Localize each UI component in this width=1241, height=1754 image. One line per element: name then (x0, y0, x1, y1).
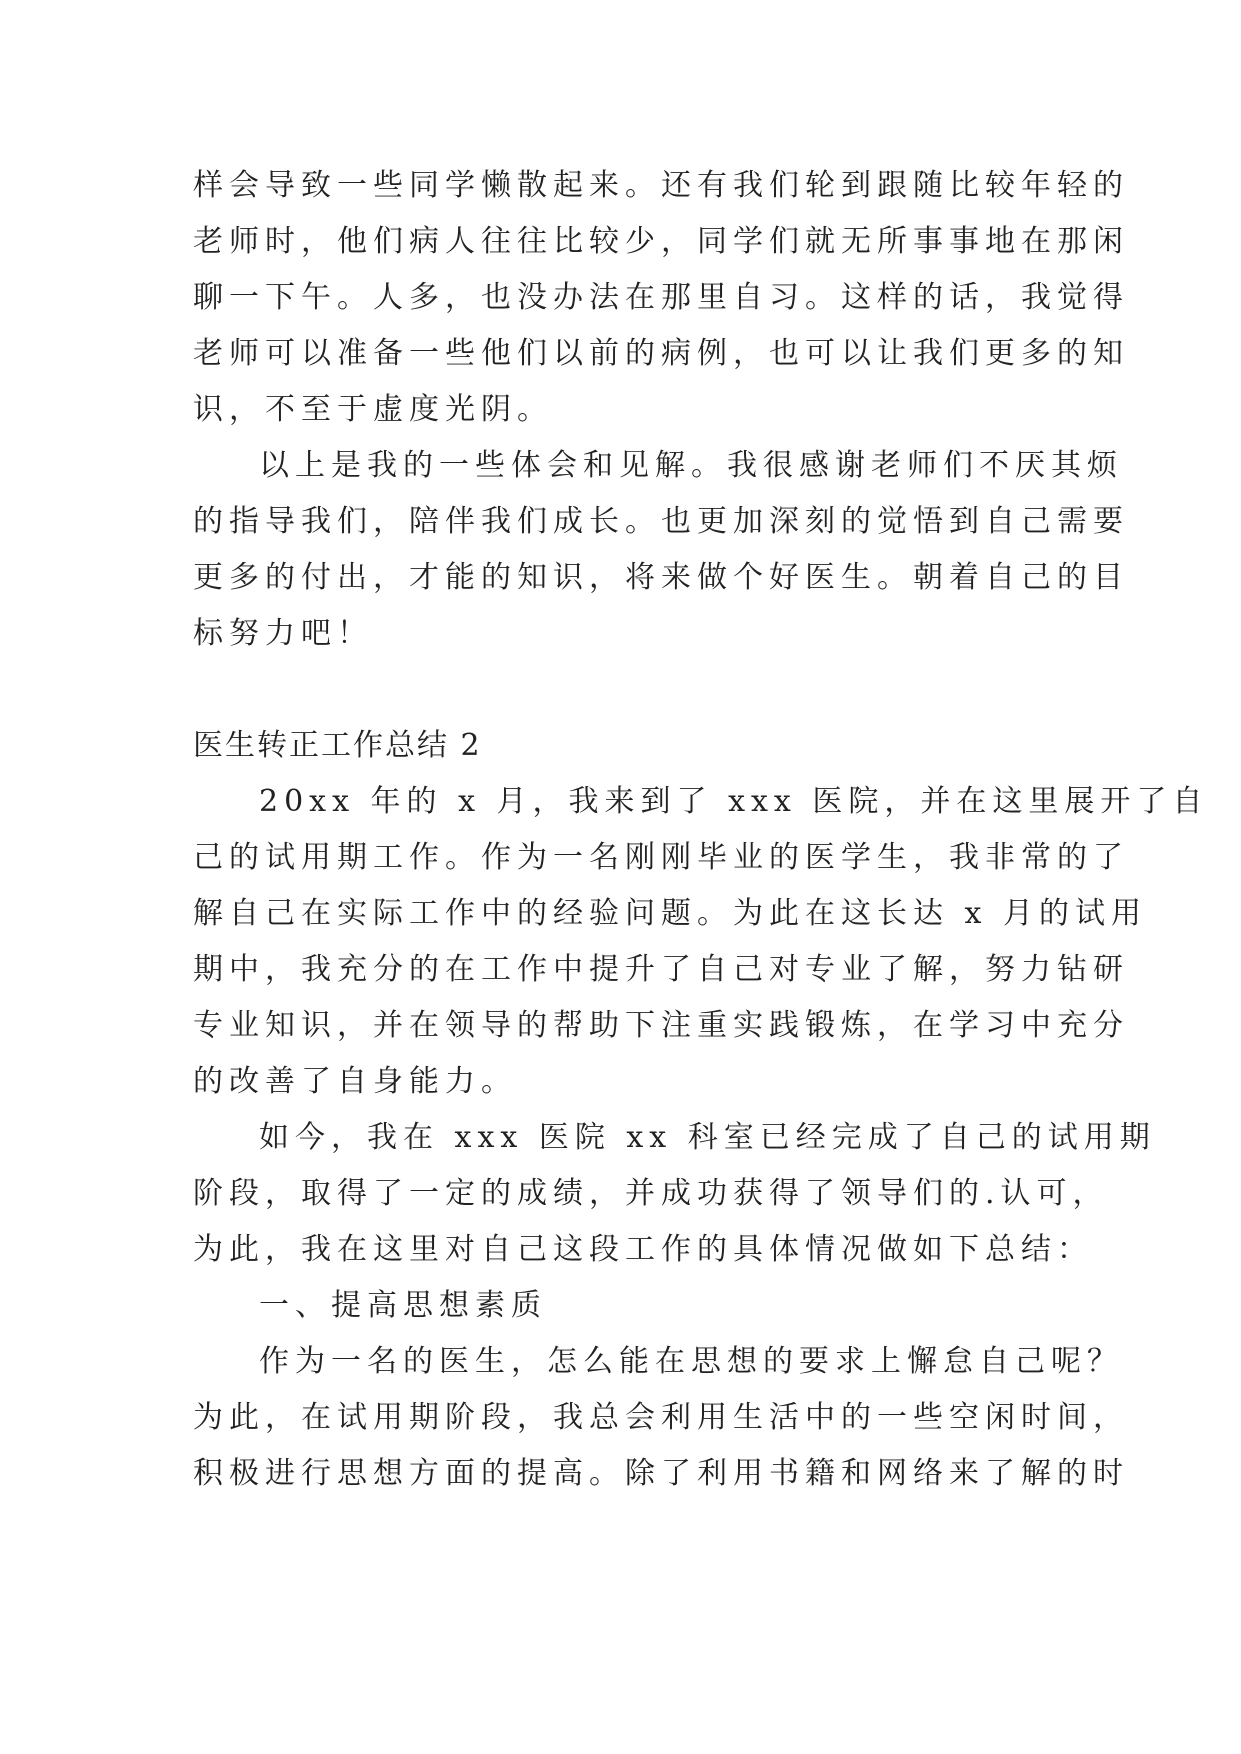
text-line: 的指导我们，陪伴我们成长。也更加深刻的觉悟到自己需要 (193, 504, 1129, 539)
text-line: 为此，我在这里对自己这段工作的具体情况做如下总结： (193, 1232, 1093, 1267)
text-line: 更多的付出，才能的知识，将来做个好医生。朝着自己的目 (193, 560, 1129, 595)
section-heading: 医生转正工作总结 2 (193, 728, 482, 763)
text-line: 阶段，取得了一定的成绩，并成功获得了领导们的.认可， (193, 1176, 1109, 1211)
text-line: 聊一下午。人多，也没办法在那里自习。这样的话，我觉得 (193, 280, 1129, 315)
paragraph-first-line: 以上是我的一些体会和见解。我很感谢老师们不厌其烦 (259, 448, 1123, 483)
text-line: 老师时，他们病人往往比较少，同学们就无所事事地在那闲 (193, 224, 1129, 259)
text-line: 为此，在试用期阶段，我总会利用生活中的一些空闲时间， (193, 1400, 1129, 1435)
paragraph-first-line: 如今，我在 xxx 医院 xx 科室已经完成了自己的试用期 (259, 1120, 1156, 1155)
paragraph-first-line: 20xx 年的 x 月，我来到了 xxx 医院，并在这里展开了自 (259, 784, 1209, 819)
text-line: 专业知识，并在领导的帮助下注重实践锻炼，在学习中充分 (193, 1008, 1129, 1043)
text-line: 解自己在实际工作中的经验问题。为此在这长达 x 月的试用 (193, 896, 1147, 931)
text-line: 的改善了自身能力。 (193, 1064, 517, 1099)
subsection-heading: 一、提高思想素质 (259, 1288, 547, 1323)
text-line: 期中，我充分的在工作中提升了自己对专业了解，努力钻研 (193, 952, 1129, 987)
text-line: 积极进行思想方面的提高。除了利用书籍和网络来了解的时 (193, 1456, 1129, 1491)
text-line: 标努力吧！ (193, 616, 373, 651)
text-line: 己的试用期工作。作为一名刚刚毕业的医学生，我非常的了 (193, 840, 1129, 875)
text-line: 样会导致一些同学懒散起来。还有我们轮到跟随比较年轻的 (193, 168, 1129, 203)
paragraph-first-line: 作为一名的医生，怎么能在思想的要求上懈怠自己呢？ (259, 1344, 1123, 1379)
text-line: 识，不至于虚度光阴。 (193, 392, 553, 427)
text-line: 老师可以准备一些他们以前的病例，也可以让我们更多的知 (193, 336, 1129, 371)
